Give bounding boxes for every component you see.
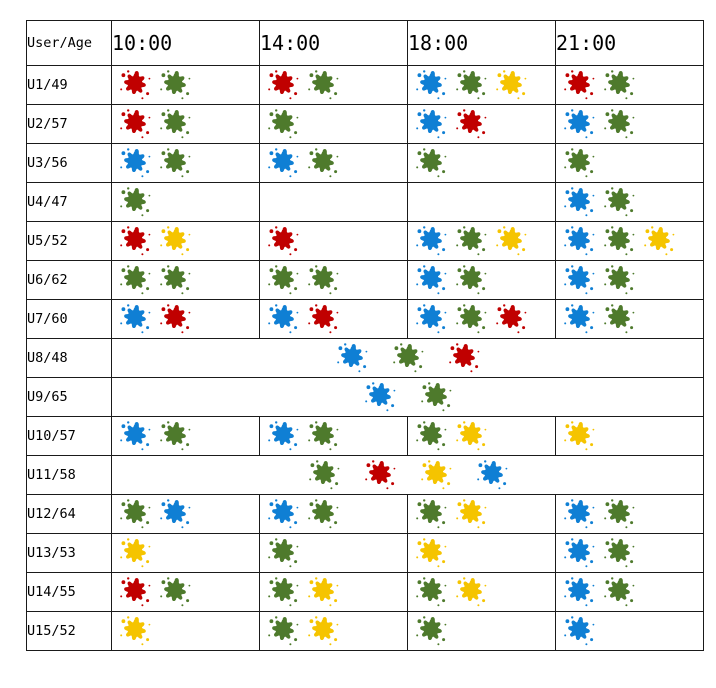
cell-14-1 — [260, 612, 408, 651]
paint-splat-icon-green — [602, 186, 636, 218]
cell-13-0 — [112, 573, 260, 612]
row-label-3: U4/47 — [27, 183, 112, 222]
cell-14-0 — [112, 612, 260, 651]
paint-splat-icon-blue — [414, 69, 448, 101]
splat-group — [408, 495, 555, 533]
splat-group — [408, 261, 555, 299]
row-span-cell-8 — [112, 378, 704, 417]
cell-13-1 — [260, 573, 408, 612]
paint-splat-icon-blue — [414, 108, 448, 140]
row-label-1: U2/57 — [27, 105, 112, 144]
header-time-1: 14:00 — [260, 21, 408, 66]
paint-splat-icon-blue — [158, 498, 192, 530]
splat-group — [556, 573, 703, 611]
splat-group — [112, 222, 259, 260]
paint-splat-icon-red — [118, 576, 152, 608]
cell-5-0 — [112, 261, 260, 300]
paint-splat-icon-blue — [562, 186, 596, 218]
paint-splat-icon-green — [266, 108, 300, 140]
splat-group — [408, 417, 555, 455]
cell-9-1 — [260, 417, 408, 456]
row-label-6: U7/60 — [27, 300, 112, 339]
table-row — [27, 339, 704, 378]
paint-splat-icon-green — [562, 147, 596, 179]
splat-group — [112, 495, 259, 533]
paint-splat-icon-red — [494, 303, 528, 335]
table-row — [27, 417, 704, 456]
paint-splat-icon-green — [602, 225, 636, 257]
row-label-11: U12/64 — [27, 495, 112, 534]
paint-splat-icon-green — [158, 69, 192, 101]
paint-splat-icon-green — [602, 537, 636, 569]
splat-group — [112, 417, 259, 455]
cell-2-3 — [556, 144, 704, 183]
cell-12-1 — [260, 534, 408, 573]
empty-cell — [408, 183, 555, 221]
splat-group — [112, 300, 259, 338]
table-row — [27, 300, 704, 339]
paint-splat-icon-yellow — [419, 459, 453, 491]
cell-9-2 — [408, 417, 556, 456]
table-row — [27, 222, 704, 261]
table-row — [27, 456, 704, 495]
cell-5-1 — [260, 261, 408, 300]
paint-splat-icon-green — [414, 147, 448, 179]
paint-splat-icon-blue — [266, 147, 300, 179]
paint-splat-icon-red — [118, 225, 152, 257]
paint-splat-icon-red — [118, 108, 152, 140]
table-row — [27, 144, 704, 183]
row-label-8: U9/65 — [27, 378, 112, 417]
paint-splat-icon-blue — [414, 225, 448, 257]
paint-splat-icon-green — [306, 498, 340, 530]
table-row — [27, 612, 704, 651]
cell-9-0 — [112, 417, 260, 456]
splat-group — [556, 417, 703, 455]
paint-splat-icon-green — [602, 498, 636, 530]
paint-splat-icon-green — [414, 420, 448, 452]
splat-group — [556, 66, 703, 104]
splat-group — [556, 183, 703, 221]
paint-splat-icon-blue — [562, 108, 596, 140]
paint-splat-icon-yellow — [306, 576, 340, 608]
splat-group — [260, 417, 407, 455]
paint-splat-icon-green — [602, 576, 636, 608]
paint-splat-icon-yellow — [642, 225, 676, 257]
splat-group — [112, 534, 259, 572]
paint-splat-icon-green — [306, 264, 340, 296]
cell-1-0 — [112, 105, 260, 144]
splat-group — [408, 222, 555, 260]
paint-splat-icon-blue — [363, 381, 397, 413]
user-activity-table — [26, 20, 704, 651]
empty-cell — [260, 183, 407, 221]
splat-group — [260, 495, 407, 533]
paint-splat-icon-blue — [562, 615, 596, 647]
paint-splat-icon-red — [158, 303, 192, 335]
paint-splat-icon-green — [307, 459, 341, 491]
header-time-3: 21:00 — [556, 21, 704, 66]
paint-splat-icon-green — [118, 186, 152, 218]
paint-splat-icon-blue — [414, 264, 448, 296]
cell-6-0 — [112, 300, 260, 339]
cell-0-1 — [260, 66, 408, 105]
paint-splat-icon-yellow — [158, 225, 192, 257]
cell-1-3 — [556, 105, 704, 144]
paint-splat-icon-green — [266, 576, 300, 608]
row-label-9: U10/57 — [27, 417, 112, 456]
paint-splat-icon-red — [447, 342, 481, 374]
cell-1-1 — [260, 105, 408, 144]
table-row — [27, 534, 704, 573]
cell-6-2 — [408, 300, 556, 339]
paint-splat-icon-red — [118, 69, 152, 101]
paint-splat-icon-blue — [118, 303, 152, 335]
table-row — [27, 378, 704, 417]
splat-group — [112, 339, 703, 377]
cell-4-2 — [408, 222, 556, 261]
cell-5-2 — [408, 261, 556, 300]
splat-group — [260, 573, 407, 611]
paint-splat-icon-yellow — [118, 615, 152, 647]
header-time-0: 10:00 — [112, 21, 260, 66]
splat-group — [556, 534, 703, 572]
cell-2-2 — [408, 144, 556, 183]
cell-11-3 — [556, 495, 704, 534]
paint-splat-icon-green — [306, 147, 340, 179]
paint-splat-icon-red — [306, 303, 340, 335]
splat-group — [112, 378, 703, 416]
paint-splat-icon-red — [266, 225, 300, 257]
splat-chart — [0, 20, 716, 688]
paint-splat-icon-blue — [266, 498, 300, 530]
paint-splat-icon-yellow — [414, 537, 448, 569]
cell-0-0 — [112, 66, 260, 105]
table-row — [27, 261, 704, 300]
paint-splat-icon-green — [414, 576, 448, 608]
splat-group — [260, 222, 407, 260]
cell-13-2 — [408, 573, 556, 612]
table-row — [27, 105, 704, 144]
splat-group — [112, 183, 259, 221]
cell-4-3 — [556, 222, 704, 261]
paint-splat-icon-blue — [266, 303, 300, 335]
cell-14-2 — [408, 612, 556, 651]
paint-splat-icon-green — [454, 303, 488, 335]
paint-splat-icon-yellow — [118, 537, 152, 569]
paint-splat-icon-yellow — [494, 69, 528, 101]
splat-group — [408, 534, 555, 572]
paint-splat-icon-blue — [118, 420, 152, 452]
cell-1-2 — [408, 105, 556, 144]
splat-group — [260, 66, 407, 104]
cell-14-3 — [556, 612, 704, 651]
splat-group — [556, 105, 703, 143]
splat-group — [408, 573, 555, 611]
paint-splat-icon-blue — [335, 342, 369, 374]
splat-group — [112, 573, 259, 611]
cell-12-3 — [556, 534, 704, 573]
row-label-2: U3/56 — [27, 144, 112, 183]
paint-splat-icon-green — [602, 108, 636, 140]
splat-group — [112, 66, 259, 104]
row-label-4: U5/52 — [27, 222, 112, 261]
paint-splat-icon-blue — [562, 498, 596, 530]
cell-6-3 — [556, 300, 704, 339]
splat-group — [556, 261, 703, 299]
cell-6-1 — [260, 300, 408, 339]
header-time-2: 18:00 — [408, 21, 556, 66]
row-label-5: U6/62 — [27, 261, 112, 300]
splat-group — [408, 612, 555, 650]
paint-splat-icon-green — [266, 264, 300, 296]
table-header-row — [27, 21, 704, 66]
splat-group — [260, 261, 407, 299]
paint-splat-icon-yellow — [454, 576, 488, 608]
paint-splat-icon-green — [602, 69, 636, 101]
paint-splat-icon-red — [266, 69, 300, 101]
cell-13-3 — [556, 573, 704, 612]
cell-5-3 — [556, 261, 704, 300]
paint-splat-icon-red — [454, 108, 488, 140]
splat-group — [260, 105, 407, 143]
cell-0-2 — [408, 66, 556, 105]
paint-splat-icon-red — [363, 459, 397, 491]
row-label-10: U11/58 — [27, 456, 112, 495]
cell-11-0 — [112, 495, 260, 534]
cell-2-1 — [260, 144, 408, 183]
header-user-age: User/Age — [27, 21, 112, 66]
table-row — [27, 573, 704, 612]
paint-splat-icon-red — [562, 69, 596, 101]
splat-group — [112, 144, 259, 182]
table-row — [27, 495, 704, 534]
cell-12-0 — [112, 534, 260, 573]
paint-splat-icon-green — [414, 615, 448, 647]
splat-group — [408, 144, 555, 182]
paint-splat-icon-green — [158, 576, 192, 608]
splat-group — [260, 144, 407, 182]
cell-2-0 — [112, 144, 260, 183]
row-span-cell-7 — [112, 339, 704, 378]
paint-splat-icon-blue — [266, 420, 300, 452]
paint-splat-icon-blue — [414, 303, 448, 335]
paint-splat-icon-green — [391, 342, 425, 374]
paint-splat-icon-green — [419, 381, 453, 413]
paint-splat-icon-green — [306, 420, 340, 452]
splat-group — [408, 66, 555, 104]
cell-9-3 — [556, 417, 704, 456]
paint-splat-icon-green — [602, 264, 636, 296]
cell-3-3 — [556, 183, 704, 222]
paint-splat-icon-green — [454, 69, 488, 101]
paint-splat-icon-yellow — [454, 420, 488, 452]
splat-group — [556, 222, 703, 260]
paint-splat-icon-green — [158, 420, 192, 452]
paint-splat-icon-blue — [562, 576, 596, 608]
paint-splat-icon-blue — [562, 303, 596, 335]
cell-3-2 — [408, 183, 556, 222]
paint-splat-icon-green — [454, 264, 488, 296]
paint-splat-icon-blue — [562, 225, 596, 257]
cell-0-3 — [556, 66, 704, 105]
paint-splat-icon-green — [158, 264, 192, 296]
cell-11-2 — [408, 495, 556, 534]
row-label-13: U14/55 — [27, 573, 112, 612]
splat-group — [112, 456, 703, 494]
paint-splat-icon-yellow — [562, 420, 596, 452]
paint-splat-icon-yellow — [306, 615, 340, 647]
table-row — [27, 183, 704, 222]
paint-splat-icon-yellow — [494, 225, 528, 257]
paint-splat-icon-green — [414, 498, 448, 530]
splat-group — [556, 300, 703, 338]
splat-group — [112, 105, 259, 143]
cell-3-0 — [112, 183, 260, 222]
paint-splat-icon-green — [118, 498, 152, 530]
paint-splat-icon-green — [306, 69, 340, 101]
paint-splat-icon-green — [158, 108, 192, 140]
splat-group — [408, 300, 555, 338]
row-span-cell-10 — [112, 456, 704, 495]
cell-12-2 — [408, 534, 556, 573]
cell-4-1 — [260, 222, 408, 261]
splat-group — [260, 534, 407, 572]
table-row — [27, 66, 704, 105]
splat-group — [556, 612, 703, 650]
splat-group — [260, 612, 407, 650]
paint-splat-icon-blue — [562, 264, 596, 296]
paint-splat-icon-blue — [562, 537, 596, 569]
cell-11-1 — [260, 495, 408, 534]
paint-splat-icon-green — [266, 537, 300, 569]
cell-4-0 — [112, 222, 260, 261]
splat-group — [112, 612, 259, 650]
paint-splat-icon-green — [454, 225, 488, 257]
splat-group — [260, 300, 407, 338]
paint-splat-icon-green — [602, 303, 636, 335]
splat-group — [112, 261, 259, 299]
cell-3-1 — [260, 183, 408, 222]
row-label-12: U13/53 — [27, 534, 112, 573]
paint-splat-icon-yellow — [454, 498, 488, 530]
paint-splat-icon-green — [158, 147, 192, 179]
paint-splat-icon-blue — [475, 459, 509, 491]
paint-splat-icon-blue — [118, 147, 152, 179]
paint-splat-icon-green — [118, 264, 152, 296]
paint-splat-icon-green — [266, 615, 300, 647]
row-label-7: U8/48 — [27, 339, 112, 378]
splat-group — [556, 495, 703, 533]
splat-group — [556, 144, 703, 182]
row-label-14: U15/52 — [27, 612, 112, 651]
row-label-0: U1/49 — [27, 66, 112, 105]
splat-group — [408, 105, 555, 143]
